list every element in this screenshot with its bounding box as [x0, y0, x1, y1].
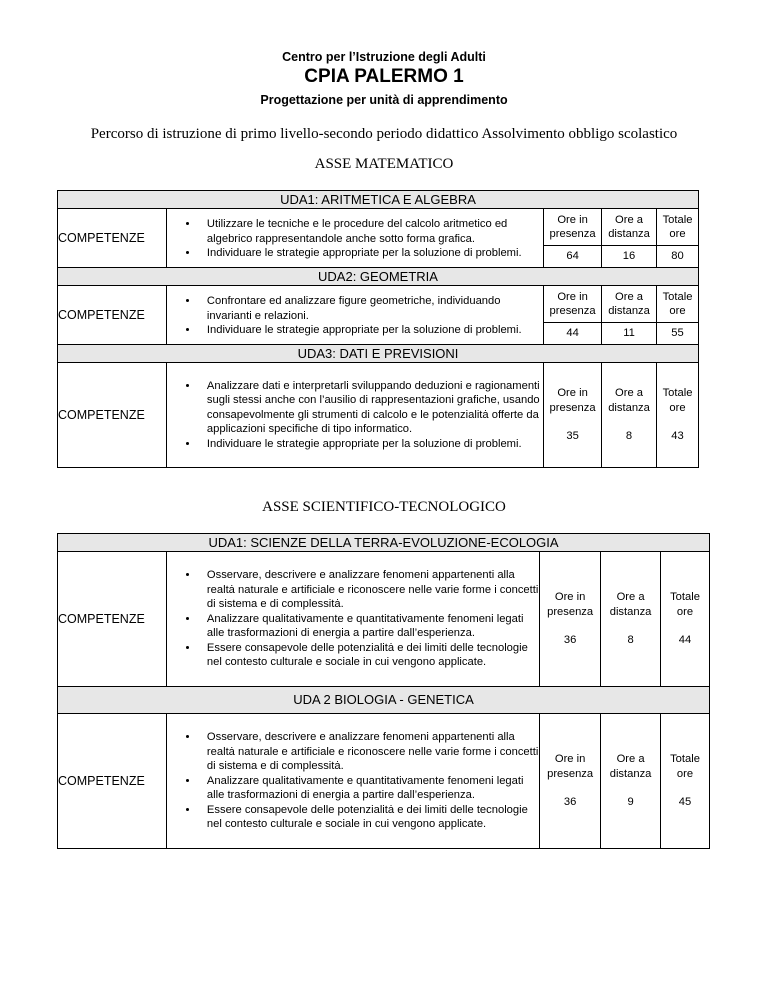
ore-distanza-label: Ore a distanza — [609, 753, 652, 780]
totale-ore-label: Totale ore — [657, 209, 699, 246]
header-subtitle: Progettazione per unità di apprendimento — [260, 93, 508, 107]
competenze-list — [166, 209, 543, 268]
list-item: • Individuare le strategie appropriate per la soluzione di problemi. — [199, 323, 543, 338]
ore-presenza-label: Ore in presenza — [544, 209, 602, 246]
ore-distanza-value: 16 — [602, 246, 657, 268]
ore-distanza-cell — [601, 552, 661, 687]
ore-presenza-value: 44 — [544, 323, 602, 345]
uda-title: UDA1: ARITMETICA E ALGEBRA — [58, 191, 699, 209]
competenze-list — [166, 286, 543, 345]
competenze-list — [166, 714, 539, 849]
competenze-list — [166, 363, 543, 468]
header-line-1: Centro per l’Istruzione degli Adulti — [282, 50, 486, 64]
ore-distanza-value: 9 — [627, 796, 634, 809]
ore-presenza-label: Ore in presenza — [547, 591, 594, 618]
ore-distanza-value: 8 — [627, 634, 634, 647]
ore-distanza-label: Ore a distanza — [602, 209, 657, 246]
competenze-list — [166, 552, 539, 687]
totale-ore-cell — [661, 714, 710, 849]
ore-presenza-value: 36 — [563, 796, 577, 809]
uda-table-scientifico — [57, 533, 710, 849]
totale-ore-label: Totale ore — [657, 286, 699, 323]
totale-ore-value: 45 — [678, 796, 692, 809]
list-item: • Essere consapevole delle potenzialitȧ e dei limiti delle tecnologie nel contesto culturale e sociale in cui vengono applicate. — [199, 641, 539, 670]
list-item: • Essere consapevole delle potenzialitȧ e dei limiti delle tecnologie nel contesto culturale e sociale in cui vengono applicate. — [199, 803, 539, 832]
list-item: • Osservare, descrivere e analizzare fenomeni appartenenti alla realtȧ naturale e artificiale e riconoscere nelle varie forme i concetti di sistema e di complessitȧ. — [199, 730, 539, 774]
ore-presenza-cell — [544, 363, 602, 468]
list-item: • Osservare, descrivere e analizzare fenomeni appartenenti alla realtȧ naturale e artificiale e riconoscere nelle varie forme i concetti di sistema e di complessitȧ. — [199, 568, 539, 612]
ore-distanza-value: 8 — [625, 430, 633, 443]
uda-title: UDA 2 BIOLOGIA - GENETICA — [58, 687, 710, 714]
list-item: • Individuare le strategie appropriate per la soluzione di problemi. — [199, 246, 543, 261]
ore-presenza-label: Ore in presenza — [549, 387, 596, 414]
totale-ore-label: Totale ore — [670, 591, 700, 618]
asse-scientifico-title: ASSE SCIENTIFICO-TECNOLOGICO — [262, 499, 506, 515]
competenze-label: COMPETENZE — [58, 714, 167, 849]
uda-title: UDA3: DATI E PREVISIONI — [58, 345, 699, 363]
totale-ore-label: Totale ore — [670, 753, 700, 780]
ore-presenza-value: 64 — [544, 246, 602, 268]
list-item: • Confrontare ed analizzare figure geometriche, individuando invarianti e relazioni. — [199, 294, 543, 323]
competenze-label: COMPETENZE — [58, 286, 167, 345]
totale-ore-label: Totale ore — [662, 387, 693, 414]
totale-ore-value: 55 — [657, 323, 699, 345]
ore-presenza-cell — [540, 552, 601, 687]
uda-table-matematico — [57, 190, 699, 468]
totale-ore-value: 80 — [657, 246, 699, 268]
totale-ore-cell — [657, 363, 699, 468]
totale-ore-cell — [661, 552, 710, 687]
asse-matematico-title: ASSE MATEMATICO — [314, 156, 454, 172]
list-item: • Analizzare qualitativamente e quantitativamente fenomeni legati alle trasformazioni di energia a partire dall’esperienza. — [199, 774, 539, 803]
competenze-label: COMPETENZE — [58, 363, 167, 468]
ore-distanza-label: Ore a distanza — [609, 591, 652, 618]
list-item: • Analizzare qualitativamente e quantitativamente fenomeni legati alle trasformazioni di energia a partire dall’esperienza. — [199, 612, 539, 641]
ore-distanza-cell — [602, 363, 657, 468]
ore-distanza-label: Ore a distanza — [608, 387, 650, 414]
list-item: • Analizzare dati e interpretarli sviluppando deduzioni e ragionamenti sugli stessi anche con l’ausilio di rappresentazioni grafiche, usando consapevolmente gli strumenti di calcolo e le potenzialitȧ offerte da applicazioni specifiche di tipo informatico. — [199, 379, 543, 437]
ore-presenza-cell — [540, 714, 601, 849]
competenze-label: COMPETENZE — [58, 209, 167, 268]
list-item: • Utilizzare le tecniche e le procedure del calcolo aritmetico ed algebrico rappresentandole anche sotto forma grafica. — [199, 217, 543, 246]
ore-distanza-cell — [601, 714, 661, 849]
percorso-text: Percorso di istruzione di primo livello-secondo periodo didattico Assolvimento obbligo scolastico — [90, 126, 678, 142]
competenze-label: COMPETENZE — [58, 552, 167, 687]
ore-presenza-value: 36 — [563, 634, 577, 647]
totale-ore-value: 44 — [678, 634, 692, 647]
ore-distanza-value: 11 — [602, 323, 657, 345]
list-item: • Individuare le strategie appropriate per la soluzione di problemi. — [199, 437, 543, 452]
uda-title: UDA2: GEOMETRIA — [58, 268, 699, 286]
uda-title: UDA1: SCIENZE DELLA TERRA-EVOLUZIONE-ECOLOGIA — [58, 534, 710, 552]
ore-presenza-label: Ore in presenza — [544, 286, 602, 323]
header-title: CPIA PALERMO 1 — [304, 66, 464, 87]
ore-presenza-value: 35 — [566, 430, 579, 443]
totale-ore-value: 43 — [671, 430, 684, 443]
ore-presenza-label: Ore in presenza — [547, 753, 594, 780]
ore-distanza-label: Ore a distanza — [602, 286, 657, 323]
